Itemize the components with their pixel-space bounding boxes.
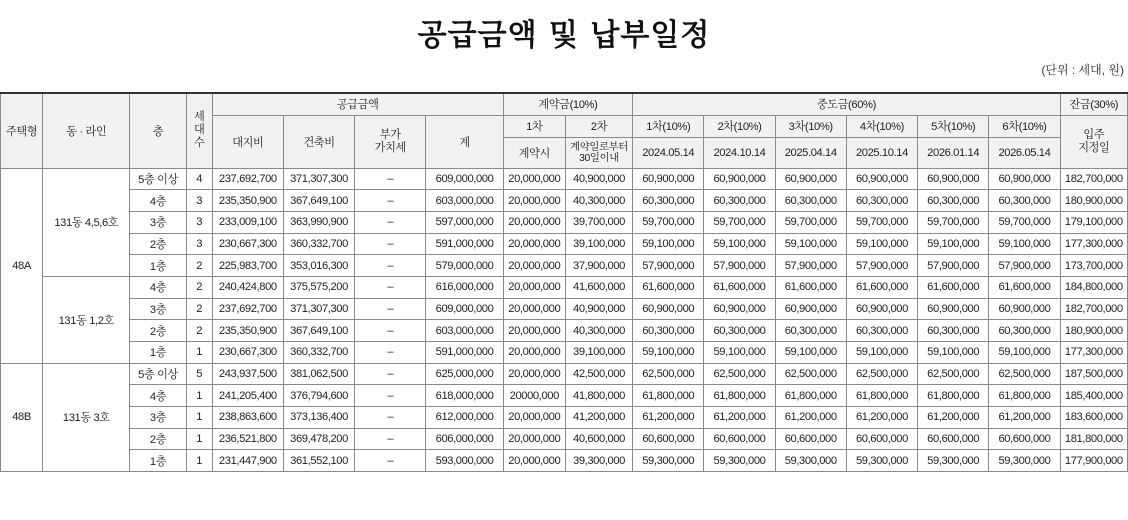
floor-cell: 1층 (130, 450, 186, 472)
middle-payment-5-cell: 61,600,000 (918, 276, 989, 298)
floor-cell: 2층 (130, 320, 186, 342)
header-mid-5: 5차(10%) (918, 115, 989, 137)
unit-type-cell: 48A (1, 168, 43, 363)
land-cost-cell: 241,205,400 (212, 385, 283, 407)
vat-cell: – (355, 450, 426, 472)
balance-cell: 173,700,000 (1060, 255, 1127, 277)
total-cell: 597,000,000 (426, 211, 503, 233)
middle-payment-2-cell: 60,900,000 (704, 168, 775, 190)
balance-cell: 182,700,000 (1060, 298, 1127, 320)
header-mid-date-3: 2025.04.14 (775, 137, 846, 168)
middle-payment-2-cell: 61,200,000 (704, 407, 775, 429)
page-title: 공급금액 및 납부일정 (417, 18, 711, 53)
land-cost-cell: 236,521,800 (212, 428, 283, 450)
households-cell: 3 (186, 190, 212, 212)
header-mid-6: 6차(10%) (989, 115, 1060, 137)
building-cost-cell: 373,136,400 (283, 407, 354, 429)
header-deposit-1: 1차 (503, 115, 565, 137)
building-line-cell: 131동 1,2호 (43, 276, 130, 363)
middle-payment-3-cell: 61,800,000 (775, 385, 846, 407)
header-deposit-2-when-text: 계약일로부터 30일이내 (570, 141, 628, 164)
table-header (1, 93, 1128, 168)
balance-cell: 177,900,000 (1060, 450, 1127, 472)
households-cell: 2 (186, 320, 212, 342)
middle-payment-3-cell: 60,300,000 (775, 320, 846, 342)
households-cell: 1 (186, 385, 212, 407)
deposit-2-cell: 39,100,000 (565, 233, 632, 255)
middle-payment-4-cell: 60,300,000 (846, 190, 917, 212)
land-cost-cell: 240,424,800 (212, 276, 283, 298)
middle-payment-5-cell: 60,900,000 (918, 298, 989, 320)
building-cost-cell: 363,990,900 (283, 211, 354, 233)
total-cell: 609,000,000 (426, 168, 503, 190)
middle-payment-1-cell: 62,500,000 (633, 363, 704, 385)
land-cost-cell: 233,009,100 (212, 211, 283, 233)
deposit-2-cell: 40,300,000 (565, 320, 632, 342)
total-cell: 591,000,000 (426, 342, 503, 364)
building-cost-cell: 360,332,700 (283, 342, 354, 364)
balance-cell: 187,500,000 (1060, 363, 1127, 385)
middle-payment-5-cell: 60,600,000 (918, 428, 989, 450)
land-cost-cell: 230,667,300 (212, 342, 283, 364)
vat-cell: – (355, 385, 426, 407)
unit-note: (단위 : 세대, 원) (1041, 63, 1124, 77)
middle-payment-4-cell: 60,900,000 (846, 298, 917, 320)
balance-cell: 180,900,000 (1060, 190, 1127, 212)
middle-payment-3-cell: 60,900,000 (775, 168, 846, 190)
middle-payment-6-cell: 59,100,000 (989, 233, 1060, 255)
middle-payment-1-cell: 61,200,000 (633, 407, 704, 429)
middle-payment-6-cell: 62,500,000 (989, 363, 1060, 385)
header-deposit-2-when (565, 137, 632, 168)
middle-payment-5-cell: 61,800,000 (918, 385, 989, 407)
vat-cell: – (355, 190, 426, 212)
households-cell: 4 (186, 168, 212, 190)
middle-payment-3-cell: 60,600,000 (775, 428, 846, 450)
middle-payment-2-cell: 59,100,000 (704, 233, 775, 255)
middle-payment-3-cell: 59,100,000 (775, 342, 846, 364)
middle-payment-1-cell: 60,900,000 (633, 298, 704, 320)
middle-payment-1-cell: 60,300,000 (633, 320, 704, 342)
middle-payment-2-cell: 59,300,000 (704, 450, 775, 472)
middle-payment-3-cell: 61,200,000 (775, 407, 846, 429)
building-cost-cell: 376,794,600 (283, 385, 354, 407)
middle-payment-3-cell: 60,300,000 (775, 190, 846, 212)
deposit-2-cell: 39,100,000 (565, 342, 632, 364)
middle-payment-3-cell: 59,700,000 (775, 211, 846, 233)
vat-cell: – (355, 211, 426, 233)
land-cost-cell: 237,692,700 (212, 298, 283, 320)
header-supply-price: 공급금액 (212, 93, 503, 115)
deposit-2-cell: 40,600,000 (565, 428, 632, 450)
total-cell: 612,000,000 (426, 407, 503, 429)
header-floor: 층 (130, 93, 186, 168)
middle-payment-1-cell: 60,300,000 (633, 190, 704, 212)
middle-payment-6-cell: 60,300,000 (989, 320, 1060, 342)
header-middle: 중도금(60%) (633, 93, 1060, 115)
middle-payment-2-cell: 60,300,000 (704, 190, 775, 212)
deposit-1-cell: 20,000,000 (503, 320, 565, 342)
balance-cell: 180,900,000 (1060, 320, 1127, 342)
deposit-1-cell: 20,000,000 (503, 276, 565, 298)
total-cell: 606,000,000 (426, 428, 503, 450)
middle-payment-6-cell: 59,100,000 (989, 342, 1060, 364)
vat-cell: – (355, 320, 426, 342)
households-cell: 3 (186, 233, 212, 255)
middle-payment-5-cell: 57,900,000 (918, 255, 989, 277)
households-cell: 2 (186, 276, 212, 298)
middle-payment-2-cell: 60,900,000 (704, 298, 775, 320)
middle-payment-1-cell: 61,800,000 (633, 385, 704, 407)
middle-payment-6-cell: 61,200,000 (989, 407, 1060, 429)
households-cell: 1 (186, 428, 212, 450)
middle-payment-1-cell: 61,600,000 (633, 276, 704, 298)
households-cell: 5 (186, 363, 212, 385)
vat-cell: – (355, 407, 426, 429)
total-cell: 603,000,000 (426, 320, 503, 342)
building-cost-cell: 353,016,300 (283, 255, 354, 277)
total-cell: 625,000,000 (426, 363, 503, 385)
deposit-2-cell: 40,300,000 (565, 190, 632, 212)
header-mid-date-5: 2026.01.14 (918, 137, 989, 168)
vat-cell: – (355, 233, 426, 255)
balance-cell: 182,700,000 (1060, 168, 1127, 190)
middle-payment-3-cell: 62,500,000 (775, 363, 846, 385)
deposit-2-cell: 41,600,000 (565, 276, 632, 298)
header-vat-text: 부가 가치세 (374, 128, 406, 154)
total-cell: 618,000,000 (426, 385, 503, 407)
header-type: 주택형 (1, 93, 43, 168)
building-cost-cell: 381,062,500 (283, 363, 354, 385)
header-vat (355, 115, 426, 168)
vat-cell: – (355, 255, 426, 277)
middle-payment-1-cell: 57,900,000 (633, 255, 704, 277)
floor-cell: 2층 (130, 233, 186, 255)
middle-payment-2-cell: 59,700,000 (704, 211, 775, 233)
floor-cell: 4층 (130, 276, 186, 298)
middle-payment-3-cell: 57,900,000 (775, 255, 846, 277)
table-row (1, 298, 1128, 320)
table-row (1, 407, 1128, 429)
vat-cell: – (355, 298, 426, 320)
header-mid-date-6: 2026.05.14 (989, 137, 1060, 168)
floor-cell: 1층 (130, 342, 186, 364)
balance-cell: 181,800,000 (1060, 428, 1127, 450)
table-row (1, 428, 1128, 450)
unit-type-cell: 48B (1, 363, 43, 471)
middle-payment-4-cell: 60,300,000 (846, 320, 917, 342)
deposit-2-cell: 39,700,000 (565, 211, 632, 233)
deposit-2-cell: 39,300,000 (565, 450, 632, 472)
middle-payment-5-cell: 59,700,000 (918, 211, 989, 233)
middle-payment-4-cell: 60,600,000 (846, 428, 917, 450)
table-row (1, 342, 1128, 364)
middle-payment-6-cell: 57,900,000 (989, 255, 1060, 277)
floor-cell: 4층 (130, 385, 186, 407)
table-row (1, 255, 1128, 277)
building-cost-cell: 360,332,700 (283, 233, 354, 255)
middle-payment-1-cell: 59,100,000 (633, 342, 704, 364)
deposit-1-cell: 20,000,000 (503, 168, 565, 190)
building-cost-cell: 367,649,100 (283, 190, 354, 212)
table-row (1, 450, 1128, 472)
header-mid-date-1: 2024.05.14 (633, 137, 704, 168)
land-cost-cell: 230,667,300 (212, 233, 283, 255)
middle-payment-2-cell: 57,900,000 (704, 255, 775, 277)
households-cell: 1 (186, 407, 212, 429)
middle-payment-4-cell: 61,800,000 (846, 385, 917, 407)
building-cost-cell: 367,649,100 (283, 320, 354, 342)
deposit-1-cell: 20,000,000 (503, 428, 565, 450)
balance-cell: 184,800,000 (1060, 276, 1127, 298)
building-cost-cell: 371,307,300 (283, 168, 354, 190)
total-cell: 616,000,000 (426, 276, 503, 298)
floor-cell: 3층 (130, 407, 186, 429)
total-cell: 593,000,000 (426, 450, 503, 472)
middle-payment-6-cell: 60,600,000 (989, 428, 1060, 450)
middle-payment-4-cell: 62,500,000 (846, 363, 917, 385)
middle-payment-1-cell: 59,300,000 (633, 450, 704, 472)
header-mid-date-4: 2025.10.14 (846, 137, 917, 168)
middle-payment-6-cell: 59,700,000 (989, 211, 1060, 233)
land-cost-cell: 237,692,700 (212, 168, 283, 190)
middle-payment-5-cell: 60,300,000 (918, 320, 989, 342)
middle-payment-3-cell: 61,600,000 (775, 276, 846, 298)
middle-payment-4-cell: 59,100,000 (846, 342, 917, 364)
middle-payment-2-cell: 62,500,000 (704, 363, 775, 385)
middle-payment-3-cell: 59,100,000 (775, 233, 846, 255)
header-households (186, 93, 212, 168)
households-cell: 2 (186, 298, 212, 320)
middle-payment-2-cell: 61,600,000 (704, 276, 775, 298)
middle-payment-3-cell: 60,900,000 (775, 298, 846, 320)
floor-cell: 1층 (130, 255, 186, 277)
middle-payment-2-cell: 59,100,000 (704, 342, 775, 364)
middle-payment-1-cell: 59,700,000 (633, 211, 704, 233)
header-mid-2: 2차(10%) (704, 115, 775, 137)
total-cell: 609,000,000 (426, 298, 503, 320)
deposit-1-cell: 20,000,000 (503, 211, 565, 233)
building-cost-cell: 375,575,200 (283, 276, 354, 298)
header-households-text: 세 대 수 (193, 111, 205, 150)
vat-cell: – (355, 276, 426, 298)
table-row (1, 276, 1128, 298)
middle-payment-3-cell: 59,300,000 (775, 450, 846, 472)
land-cost-cell: 235,350,900 (212, 320, 283, 342)
land-cost-cell: 231,447,900 (212, 450, 283, 472)
middle-payment-1-cell: 60,900,000 (633, 168, 704, 190)
deposit-1-cell: 20,000,000 (503, 342, 565, 364)
deposit-1-cell: 20,000,000 (503, 450, 565, 472)
deposit-1-cell: 20,000,000 (503, 298, 565, 320)
vat-cell: – (355, 428, 426, 450)
deposit-2-cell: 40,900,000 (565, 168, 632, 190)
middle-payment-4-cell: 59,700,000 (846, 211, 917, 233)
table-row (1, 168, 1128, 190)
middle-payment-5-cell: 59,300,000 (918, 450, 989, 472)
households-cell: 2 (186, 255, 212, 277)
middle-payment-2-cell: 60,600,000 (704, 428, 775, 450)
header-building-line: 동 · 라인 (43, 93, 130, 168)
header-mid-3: 3차(10%) (775, 115, 846, 137)
total-cell: 579,000,000 (426, 255, 503, 277)
middle-payment-5-cell: 61,200,000 (918, 407, 989, 429)
floor-cell: 5층 이상 (130, 363, 186, 385)
land-cost-cell: 243,937,500 (212, 363, 283, 385)
middle-payment-1-cell: 59,100,000 (633, 233, 704, 255)
header-balance-when (1060, 115, 1127, 168)
deposit-2-cell: 40,900,000 (565, 298, 632, 320)
middle-payment-4-cell: 59,100,000 (846, 233, 917, 255)
building-line-cell: 131동 3호 (43, 363, 130, 471)
table-body (1, 168, 1128, 472)
header-balance-when-text: 입주 지정일 (1078, 128, 1110, 154)
header-total: 계 (426, 115, 503, 168)
middle-payment-4-cell: 61,600,000 (846, 276, 917, 298)
table-row (1, 363, 1128, 385)
payment-schedule-table (0, 92, 1128, 472)
deposit-1-cell: 20,000,000 (503, 190, 565, 212)
header-deposit-1-when: 계약시 (503, 137, 565, 168)
building-cost-cell: 369,478,200 (283, 428, 354, 450)
floor-cell: 5층 이상 (130, 168, 186, 190)
deposit-1-cell: 20,000,000 (503, 407, 565, 429)
middle-payment-4-cell: 59,300,000 (846, 450, 917, 472)
vat-cell: – (355, 363, 426, 385)
building-cost-cell: 361,552,100 (283, 450, 354, 472)
total-cell: 591,000,000 (426, 233, 503, 255)
balance-cell: 177,300,000 (1060, 233, 1127, 255)
header-mid-4: 4차(10%) (846, 115, 917, 137)
middle-payment-2-cell: 60,300,000 (704, 320, 775, 342)
deposit-1-cell: 20000,000 (503, 385, 565, 407)
middle-payment-4-cell: 57,900,000 (846, 255, 917, 277)
middle-payment-4-cell: 61,200,000 (846, 407, 917, 429)
table-row (1, 385, 1128, 407)
middle-payment-6-cell: 60,900,000 (989, 168, 1060, 190)
header-building: 건축비 (283, 115, 354, 168)
middle-payment-5-cell: 59,100,000 (918, 233, 989, 255)
balance-cell: 179,100,000 (1060, 211, 1127, 233)
middle-payment-6-cell: 60,300,000 (989, 190, 1060, 212)
middle-payment-1-cell: 60,600,000 (633, 428, 704, 450)
households-cell: 3 (186, 211, 212, 233)
households-cell: 1 (186, 450, 212, 472)
vat-cell: – (355, 168, 426, 190)
balance-cell: 183,600,000 (1060, 407, 1127, 429)
table-row (1, 190, 1128, 212)
header-balance: 잔금(30%) (1060, 93, 1127, 115)
middle-payment-6-cell: 61,600,000 (989, 276, 1060, 298)
deposit-2-cell: 42,500,000 (565, 363, 632, 385)
floor-cell: 2층 (130, 428, 186, 450)
table-row (1, 233, 1128, 255)
deposit-2-cell: 37,900,000 (565, 255, 632, 277)
header-land: 대지비 (212, 115, 283, 168)
middle-payment-2-cell: 61,800,000 (704, 385, 775, 407)
floor-cell: 3층 (130, 298, 186, 320)
header-deposit-2: 2차 (565, 115, 632, 137)
building-line-cell: 131동 4,5,6호 (43, 168, 130, 276)
total-cell: 603,000,000 (426, 190, 503, 212)
middle-payment-5-cell: 60,300,000 (918, 190, 989, 212)
deposit-2-cell: 41,800,000 (565, 385, 632, 407)
vat-cell: – (355, 342, 426, 364)
table-row (1, 211, 1128, 233)
land-cost-cell: 225,983,700 (212, 255, 283, 277)
middle-payment-5-cell: 60,900,000 (918, 168, 989, 190)
middle-payment-4-cell: 60,900,000 (846, 168, 917, 190)
balance-cell: 177,300,000 (1060, 342, 1127, 364)
deposit-2-cell: 41,200,000 (565, 407, 632, 429)
deposit-1-cell: 20,000,000 (503, 233, 565, 255)
land-cost-cell: 238,863,600 (212, 407, 283, 429)
header-mid-1: 1차(10%) (633, 115, 704, 137)
middle-payment-5-cell: 62,500,000 (918, 363, 989, 385)
header-mid-date-2: 2024.10.14 (704, 137, 775, 168)
middle-payment-5-cell: 59,100,000 (918, 342, 989, 364)
households-cell: 1 (186, 342, 212, 364)
balance-cell: 185,400,000 (1060, 385, 1127, 407)
middle-payment-6-cell: 61,800,000 (989, 385, 1060, 407)
land-cost-cell: 235,350,900 (212, 190, 283, 212)
table-row (1, 320, 1128, 342)
deposit-1-cell: 20,000,000 (503, 255, 565, 277)
deposit-1-cell: 20,000,000 (503, 363, 565, 385)
middle-payment-6-cell: 60,900,000 (989, 298, 1060, 320)
floor-cell: 4층 (130, 190, 186, 212)
floor-cell: 3층 (130, 211, 186, 233)
building-cost-cell: 371,307,300 (283, 298, 354, 320)
middle-payment-6-cell: 59,300,000 (989, 450, 1060, 472)
header-deposit: 계약금(10%) (503, 93, 632, 115)
